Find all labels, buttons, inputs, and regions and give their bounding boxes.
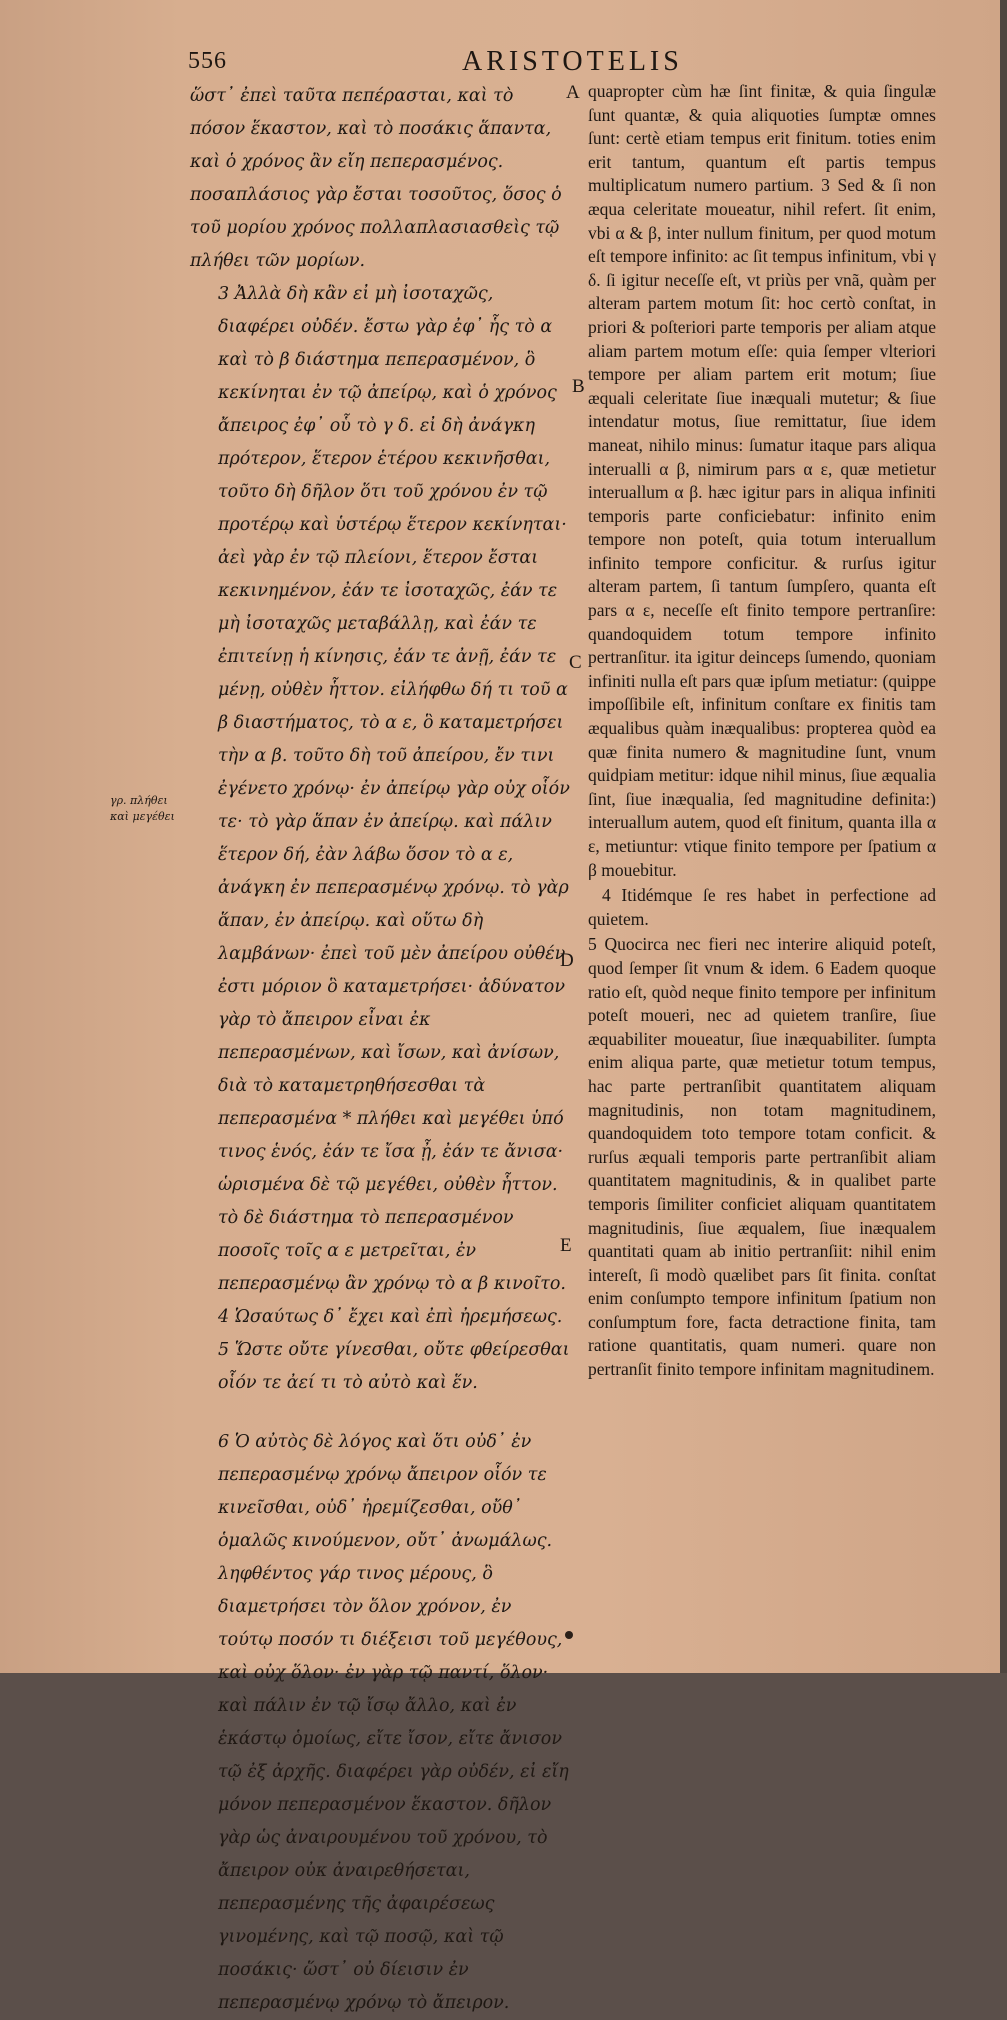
margin-marker-a: A (566, 82, 580, 103)
latin-column (588, 80, 936, 1382)
greek-paragraph: 3 Ἀλλὰ δὴ κἂν εἰ μὴ ἰσοταχῶς, διαφέρει οὐδέν. ἔστω γὰρ ἐφ᾽ ἧς τὸ α καὶ τὸ β διάστημα πεπερασμένον, ὃ κεκίνηται ἐν τῷ ἀπείρῳ, καὶ ὁ χρόνος ἄπειρος ἐφ᾽ οὗ τὸ γ δ. εἰ δὴ ἀνάγκη πρότερον, ἕτερον ἑτέρου κεκινῆσθαι, τοῦτο δὴ δῆλον ὅτι τοῦ χρόνου ἐν τῷ προτέρῳ καὶ ὑστέρῳ ἕτερον κεκίνηται· ἀεὶ γὰρ ἐν τῷ πλείονι, ἕτερον ἔσται κεκινημένον, ἐάν τε ἰσοταχῶς, ἐάν τε μὴ ἰσοταχῶς μεταβάλλῃ, καὶ ἐάν τε ἐπιτείνῃ ἡ κίνησις, ἐάν τε ἀνῇ, ἐάν τε μένῃ, οὐθὲν ἧττον. εἰλήφθω δή τι τοῦ α β διαστήματος, τὸ α ε, ὃ καταμετρήσει τὴν α β. τοῦτο δὴ τοῦ ἀπείρου, ἔν τινι ἐγένετο χρόνῳ· ἐν ἀπείρῳ γὰρ οὐχ οἷόν τε· τὸ γὰρ ἅπαν ἐν ἀπείρῳ. καὶ πάλιν ἕτερον δή, ἐὰν λάβω ὅσον τὸ α ε, ἀνάγκη ἐν πεπερασμένῳ χρόνῳ. τὸ γὰρ ἅπαν, ἐν ἀπείρῳ. καὶ οὕτω δὴ λαμβάνων· ἐπεὶ τοῦ μὲν ἀπείρου οὐθέν ἐστι μόριον ὃ καταμετρήσει· ἀδύνατον γὰρ τὸ ἄπειρον εἶναι ἐκ πεπερασμένων, καὶ ἴσων, καὶ ἀνίσων, διὰ τὸ καταμετρηθήσεσθαι τὰ πεπερασμένα * πλήθει καὶ μεγέθει ὑπό τινος ἑνός, ἐάν τε ἴσα ᾖ, ἐάν τε ἄνισα· ὡρισμένα δὲ τῷ μεγέθει, οὐθὲν ἧττον. τὸ δὲ διάστημα τὸ πεπερασμένον ποσοῖς τοῖς α ε μετρεῖται, ἐν πεπερασμένῳ ἂν χρόνῳ τὸ α β κινοῖτο. (218, 284, 570, 1294)
greek-paragraph: 4 Ὡσαύτως δ᾽ ἔχει καὶ ἐπὶ ἠρεμήσεως. (218, 1307, 563, 1327)
greek-paragraph: 6 Ὁ αὐτὸς δὲ λόγος καὶ ὅτι οὐδ᾽ ἐν πεπερασμένῳ χρόνῳ ἄπειρον οἷόν τε κινεῖσθαι, οὐδ᾽ ἠρεμίζεσθαι, οὔθ᾽ ὁμαλῶς κινούμενον, οὔτ᾽ ἀνωμάλως. ληφθέντος γάρ τινος μέρους, ὃ διαμετρήσει τὸν ὅλον χρόνον, ἐν τούτῳ ποσόν τι διέξεισι τοῦ μεγέθους, καὶ οὐχ ὅλον· ἐν γὰρ τῷ παντί, ὅλον· καὶ πάλιν ἐν τῷ ἴσῳ ἄλλο, καὶ ἐν ἑκάστῳ ὁμοίως, εἴτε ἴσον, εἴτε ἄνισον τῷ ἐξ ἀρχῆς. διαφέρει γὰρ οὐδέν, εἰ εἴη μόνον πεπερασμένον ἕκαστον. δῆλον γὰρ ὡς ἀναιρουμένου τοῦ χρόνου, τὸ ἄπειρον οὐκ ἀναιρεθήσεται, πεπερασμένης τῆς ἀφαιρέσεως γινομένης, καὶ τῷ ποσῷ, καὶ τῷ ποσάκις· ὥστ᾽ οὐ δίεισιν ἐν πεπερασμένῳ χρόνῳ τὸ ἄπειρον. (218, 1432, 569, 2013)
page-edge (1000, 0, 1007, 1673)
greek-column (190, 80, 570, 2020)
latin-paragraph: 5 Quocirca nec fieri nec interire aliquid poteſt, quod ſemper ſit vnum & idem. 6 Eadem quoque ratio eſt, quòd neque finito tempore per infinitum poteſt moueri, nec ad quietem tranſire, ſiue æquabiliter moueatur, ſiue inæquabiliter. ſumpta enim aliqua parte, quæ metietur totum tempus, hac parte pertranſibit quantitatem aliquam magnitudinis, non totam magnitudinem, quandoquidem toto tempore totam conficit. & rurſus æquali temporis parte pertranſibit aliam quantitatem magnitudinis, & in qualibet parte temporis ſimiliter conficiet aliquam quantitatem magnitudinis, ſiue æqualem, ſiue inæqualem quantitati quam ab initio pertranſiit: nihil enim intereſt, ſi modò quælibet pars ſit finita. conſtat enim conſumpto tempore infinitum ſpatium non conſumptum fore, facta detractione finita, tam ratione quantitatis, quam numeri. quare non pertranſit finito tempore infinitam magnitudinem. (588, 934, 936, 1380)
margin-marker-e: E (560, 1235, 572, 1256)
margin-marker-d: D (560, 950, 574, 971)
ink-dot (565, 1631, 573, 1639)
greek-paragraph: ὥστ᾽ ἐπεὶ ταῦτα πεπέρασται, καὶ τὸ πόσον ἕκαστον, καὶ τὸ ποσάκις ἅπαντα, καὶ ὁ χρόνος ἂν εἴη πεπερασμένος. ποσαπλάσιος γὰρ ἔσται τοσοῦτος, ὅσος ὁ τοῦ μορίου χρόνος πολλαπλασιασθεὶς τῷ πλήθει τῶν μορίων. (190, 86, 562, 271)
latin-paragraph: quapropter cùm hæ ſint finitæ, & quia ſingulæ ſunt quantæ, & quia aliquoties ſumptæ omnes ſunt: certè etiam tempus erit finitum. toties enim erit tantum, quantum eſt partis tempus multiplicatum numero partium. 3 Sed & ſi non æqua celeritate moueatur, nihil refert. ſit enim, vbi α & β, inter nullum finitum, per quod motum eſt tempore infinito: ac ſit tempus infinitum, vbi γ δ. ſi igitur neceſſe eſt, vt priùs per vnã, quàm per alteram partem motum ſit: hoc certò conſtat, in priori & poſteriori parte temporis per aliam atque aliam partem motum eſſe: quia ſemper vlteriori tempore per aliam partem erit motum; ſiue æquali celeritate ſiue inæquali mutetur; & ſiue intendatur motus, ſiue remittatur, ſiue idem maneat, nihilo minus: ſumatur itaque pars aliqua interualli α β, nimirum pars α ε, quæ metietur interuallum α β. hæc igitur pars in aliqua infiniti temporis parte conficiebatur: infinito enim tempore non poteſt, quia totum interuallum infinito tempore conficitur. & rurſus igitur alteram partem, ſi tantum ſumpſero, quanta eſt pars α ε, neceſſe eſt finito tempore pertranſire: quandoquidem totum tempore infinito pertranſitur. ita igitur deinceps ſumendo, quoniam infiniti nulla eſt pars quæ ipſum metiatur: (quippe impoſſibile eſt, infinitum conſtare ex finitis tam æqualibus quàm inæqualibus: propterea quòd ea quæ finita numero & magnitudine ſunt, vnum quidpiam metitur: idque nihil minus, ſiue æqualia ſint, ſiue inæqualia, ſed magnitudine definita:) interuallum autem, quod eſt finitum, quanta illa α ε, metiuntur: vtique finito tempore per ſpatium α β mouebitur. (588, 81, 936, 880)
margin-marker-c: C (569, 652, 582, 673)
greek-paragraph: 5 Ὥστε οὔτε γίνεσθαι, οὔτε φθείρεσθαι οἷόν τε ἀεί τι τὸ αὐτὸ καὶ ἕν. (218, 1340, 570, 1393)
latin-paragraph: 4 Itidémque ſe res habet in perfectione ad quietem. (588, 885, 936, 929)
margin-note: γρ. πλήθει καὶ μεγέθει (110, 794, 175, 823)
running-title: ARISTOTELIS (462, 46, 683, 77)
margin-marker-b: B (572, 376, 585, 397)
page-number: 556 (188, 48, 227, 74)
